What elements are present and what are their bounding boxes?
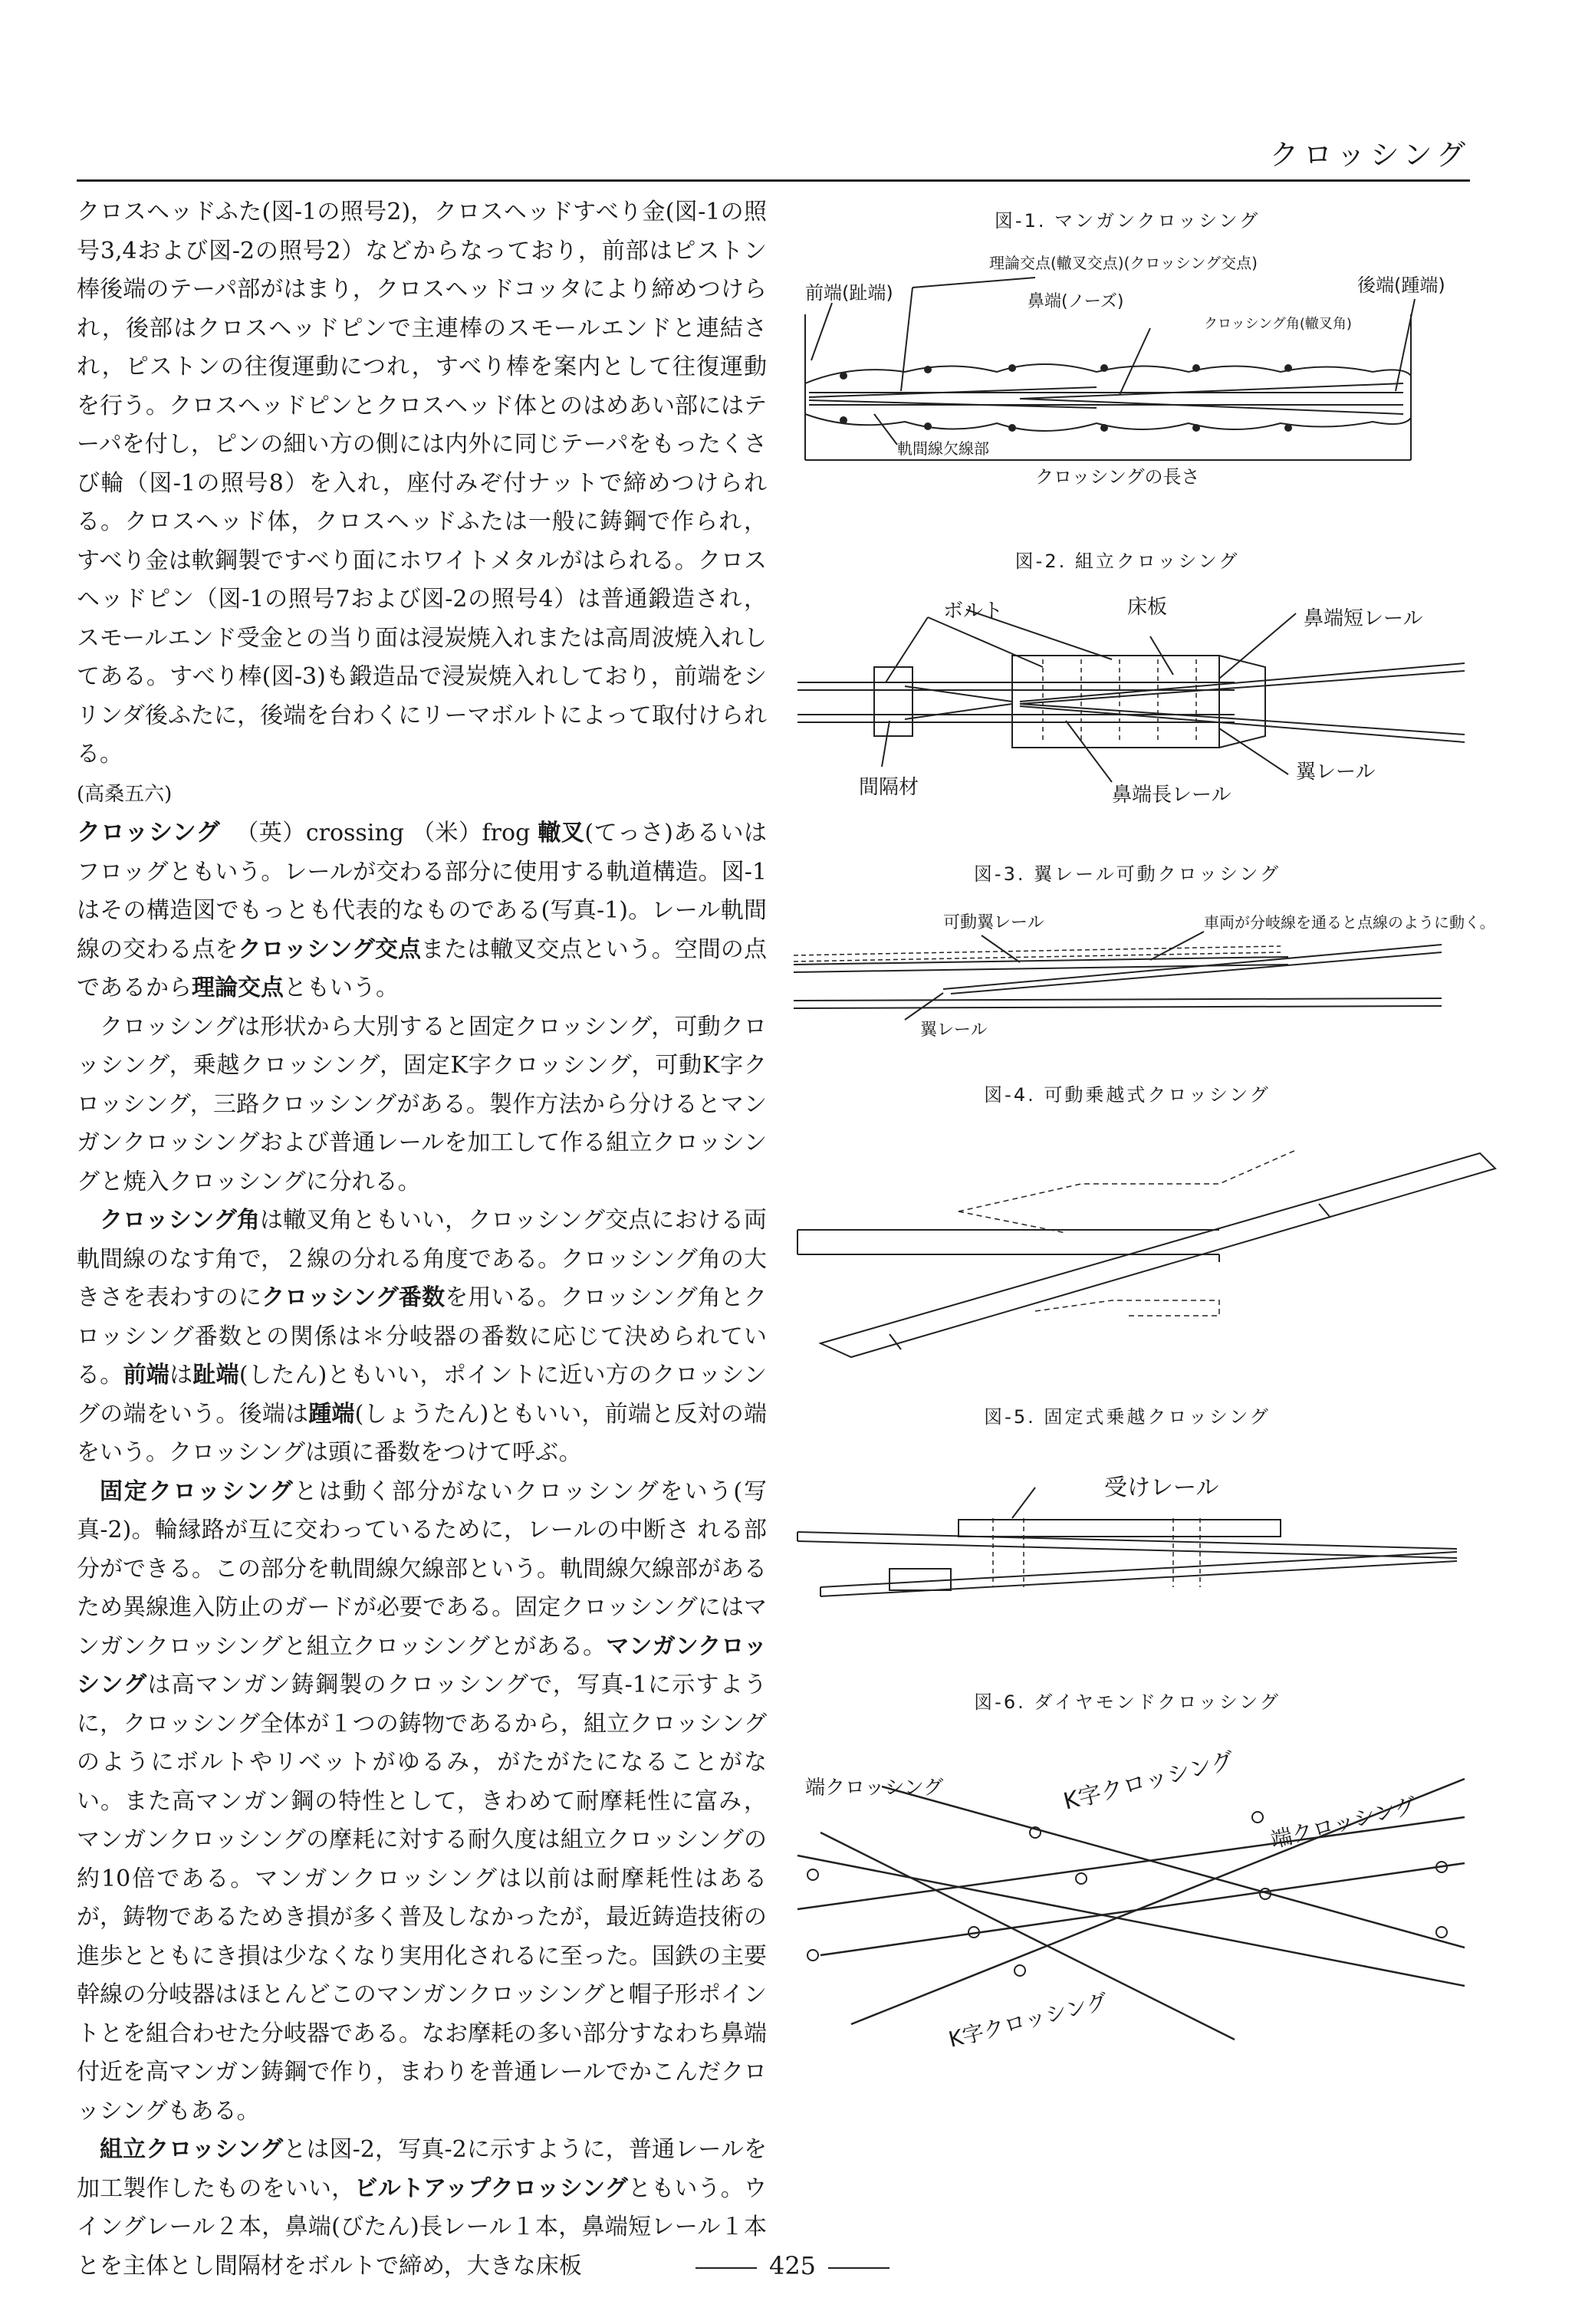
figure-5-caption: 図-5. 固定式乗越クロッシング [984, 1406, 1271, 1428]
figure-3-caption: 図-3. 翼レール可動クロッシング [973, 863, 1281, 885]
paragraph-crossing-definition: クロッシング （英）crossing （米）frog 轍叉(てっさ)あるいはフロッグともいう。レールが交わる部分に使用する軌道構造。図-1はその構造図でもっとも代表的なものである(写真-1)。レール軌間線の交わる点をクロッシング交点または轍叉交点という。空間の点であるから理論交点ともいう。 [77, 819, 767, 1001]
author-note: (高桑五六) [77, 782, 173, 806]
figure-3-movable-wing-crossing [790, 897, 1495, 1040]
paragraph-built-up-crossing: 組立クロッシングとは図-2，写真-2に示すように，普通レールを加工製作したものをいい，ビルトアップクロッシングともいう。ウイングレール２本，鼻端(びたん)長レール１本，鼻端短レール１本とを主体とし間隔材をボルトで締め，大きな床板 [77, 2136, 768, 2280]
label-wing-rail-fig3: 翼レール [920, 1021, 988, 1040]
figure-1-manganese-crossing [790, 230, 1465, 491]
paragraph-crosshead: クロスヘッドふた(図-1の照号2)，クロスヘッドすべり金(図-1の照号3,4および図-2の照号2）などからなっており，前部はピストン棒後端のテーパ部がはまり，クロスヘッドコッタにより締めつけられ，後部はクロスヘッドピンで主連棒のスモールエンドと連結され，ピストンの往復運動につれ，すべり棒を案内として往復運動を行う。クロスヘッドピンとクロスヘッド体とのはめあい部にはテーパを付し，ピンの細い方の側には内外に同じテーパをもったくさび輪（図-1の照号8）を入れ，座付みぞ付ナットで締めつけられる。クロスヘッド体，クロスヘッドふたは一般に鋳鋼で作られ，すべり金は軟鋼製ですべり面にホワイトメタルがはられる。クロスヘッドピン（図-1の照号7および図-2の照号4）は普通鍛造され，スモールエンド受金との当り面は浸炭焼入れまたは高周波焼入れしてある。すべり棒(図-3)も鍛造品で浸炭焼入れしており，前端をシリンダ後ふたに，後端を台わくにリーマボルトによって取付けられる。 (高桑五六) [77, 199, 767, 806]
figure-6-caption: 図-6. ダイヤモンドクロッシング [974, 1691, 1281, 1713]
figure-4-caption: 図-4. 可動乗越式クロッシング [984, 1084, 1271, 1106]
entry-term-english: （英）crossing （米）frog [235, 820, 531, 846]
figure-5-fixed-flange-crossing [790, 1472, 1465, 1625]
label-end-crossing-right: 端クロッシング [1268, 1792, 1419, 1853]
header-title: クロッシング [1269, 138, 1470, 172]
entry-term-japanese: 轍叉 [538, 820, 585, 846]
label-movement-note: 車両が分岐線を通ると点線のように動く。 [1204, 913, 1495, 932]
label-spacer: 間隔材 [859, 776, 919, 799]
page-number: 425 [0, 2251, 1585, 2280]
running-header [77, 130, 1470, 182]
label-front-end: 前端(趾端) [805, 282, 893, 304]
label-rear-end: 後端(踵端) [1357, 274, 1445, 296]
label-bolt: ボルト [943, 600, 1004, 623]
label-long-point-rail: 鼻端長レール [1112, 784, 1231, 807]
entry-term: クロッシング [77, 819, 221, 846]
label-crossing-angle: クロッシング角(轍叉角) [1204, 316, 1352, 332]
label-gap: 軌間線欠線部 [897, 439, 989, 458]
label-short-point-rail: 鼻端短レール [1304, 607, 1423, 630]
label-crossing-length: クロッシングの長さ [1035, 466, 1200, 488]
figure-2-built-up-crossing [790, 583, 1465, 813]
figure-2-caption: 図-2. 組立クロッシング [1014, 551, 1240, 572]
page-number-dash-left [695, 2267, 757, 2269]
page-number-dash-right [828, 2267, 890, 2269]
paragraph-fixed-crossing: 固定クロッシングとは動く部分がないクロッシングをいう(写真-2)。輪縁路が互に交わっているために，レールの中断さ れる部分ができる。この部分を軌間線欠線部という。軌間線欠線部があるため異線進入防止のガードが必要である。固定クロッシングにはマンガンクロッシングと組立クロッシングとがある。マンガンクロッシングは高マンガン鋳鋼製のクロッシングで，写真-1に示すように，クロッシング全体が１つの鋳物であるから，組立クロッシングのようにボルトやリベットがゆるみ，がたがたになることがない。また高マンガン鋼の特性として，きわめて耐摩耗性に富み，マンガンクロッシングの摩耗に対する耐久度は組立クロッシングの約10倍である。マンガンクロッシングは以前は耐摩耗性はあるが，鋳物であるためき損が多く普及しなかったが，最近鋳造技術の進歩とともにき損は少なくなり実用化されるに至った。国鉄の主要幹線の分岐器はほとんどこのマンガンクロッシングと帽子形ポイントとを組合わせた分岐器である。なお摩耗の多い部分すなわち鼻端付近を高マンガン鋳鋼で作り，まわりを普通レールでかこんだクロッシングもある。 [77, 1478, 767, 2125]
paragraph-crossing-angle: クロッシング角は轍叉角ともいい，クロッシング交点における両軌間線のなす角で，２線の分れる角度である。クロッシング角の大きさを表わすのにクロッシング番数を用いる。クロッシング角とクロッシング番数との関係は＊分岐器の番数に応じて決められている。前端は趾端(したん)ともいい，ポイントに近い方のクロッシングの端をいう。後端は踵端(しょうたん)ともいい，前端と反対の端をいう。クロッシングは頭に番数をつけて呼ぶ。 [77, 1207, 768, 1466]
label-movable-wing-rail: 可動翼レール [943, 913, 1044, 932]
label-k-crossing-top: K字クロッシング [1061, 1747, 1237, 1816]
label-base-plate: 床板 [1127, 596, 1168, 619]
label-k-crossing-bottom: K字クロッシング [945, 1988, 1110, 2053]
paragraph-crossing-types: クロッシングは形状から大別すると固定クロッシング，可動クロッシング，乗越クロッシング，固定K字クロッシング，可動K字クロッシング，三路クロッシングがある。製作方法から分けるとマンガンクロッシングおよび普通レールを加工して作る組立クロッシングと焼入クロッシングに分れる。 [77, 1013, 767, 1195]
body-text-column [77, 193, 767, 2286]
figure-4-movable-flange-crossing [790, 1119, 1465, 1372]
label-receiving-rail: 受けレール [1104, 1474, 1219, 1501]
figure-1-caption: 図-1. マンガンクロッシング [994, 210, 1261, 232]
label-nose: 鼻端(ノーズ) [1028, 292, 1124, 311]
label-end-crossing-left: 端クロッシング [805, 1777, 944, 1800]
label-theoretical-point: 理論交点(轍叉交点)(クロッシング交点) [989, 254, 1258, 272]
figure-6-diamond-crossing [790, 1733, 1465, 2055]
label-wing-rail: 翼レール [1296, 761, 1376, 784]
